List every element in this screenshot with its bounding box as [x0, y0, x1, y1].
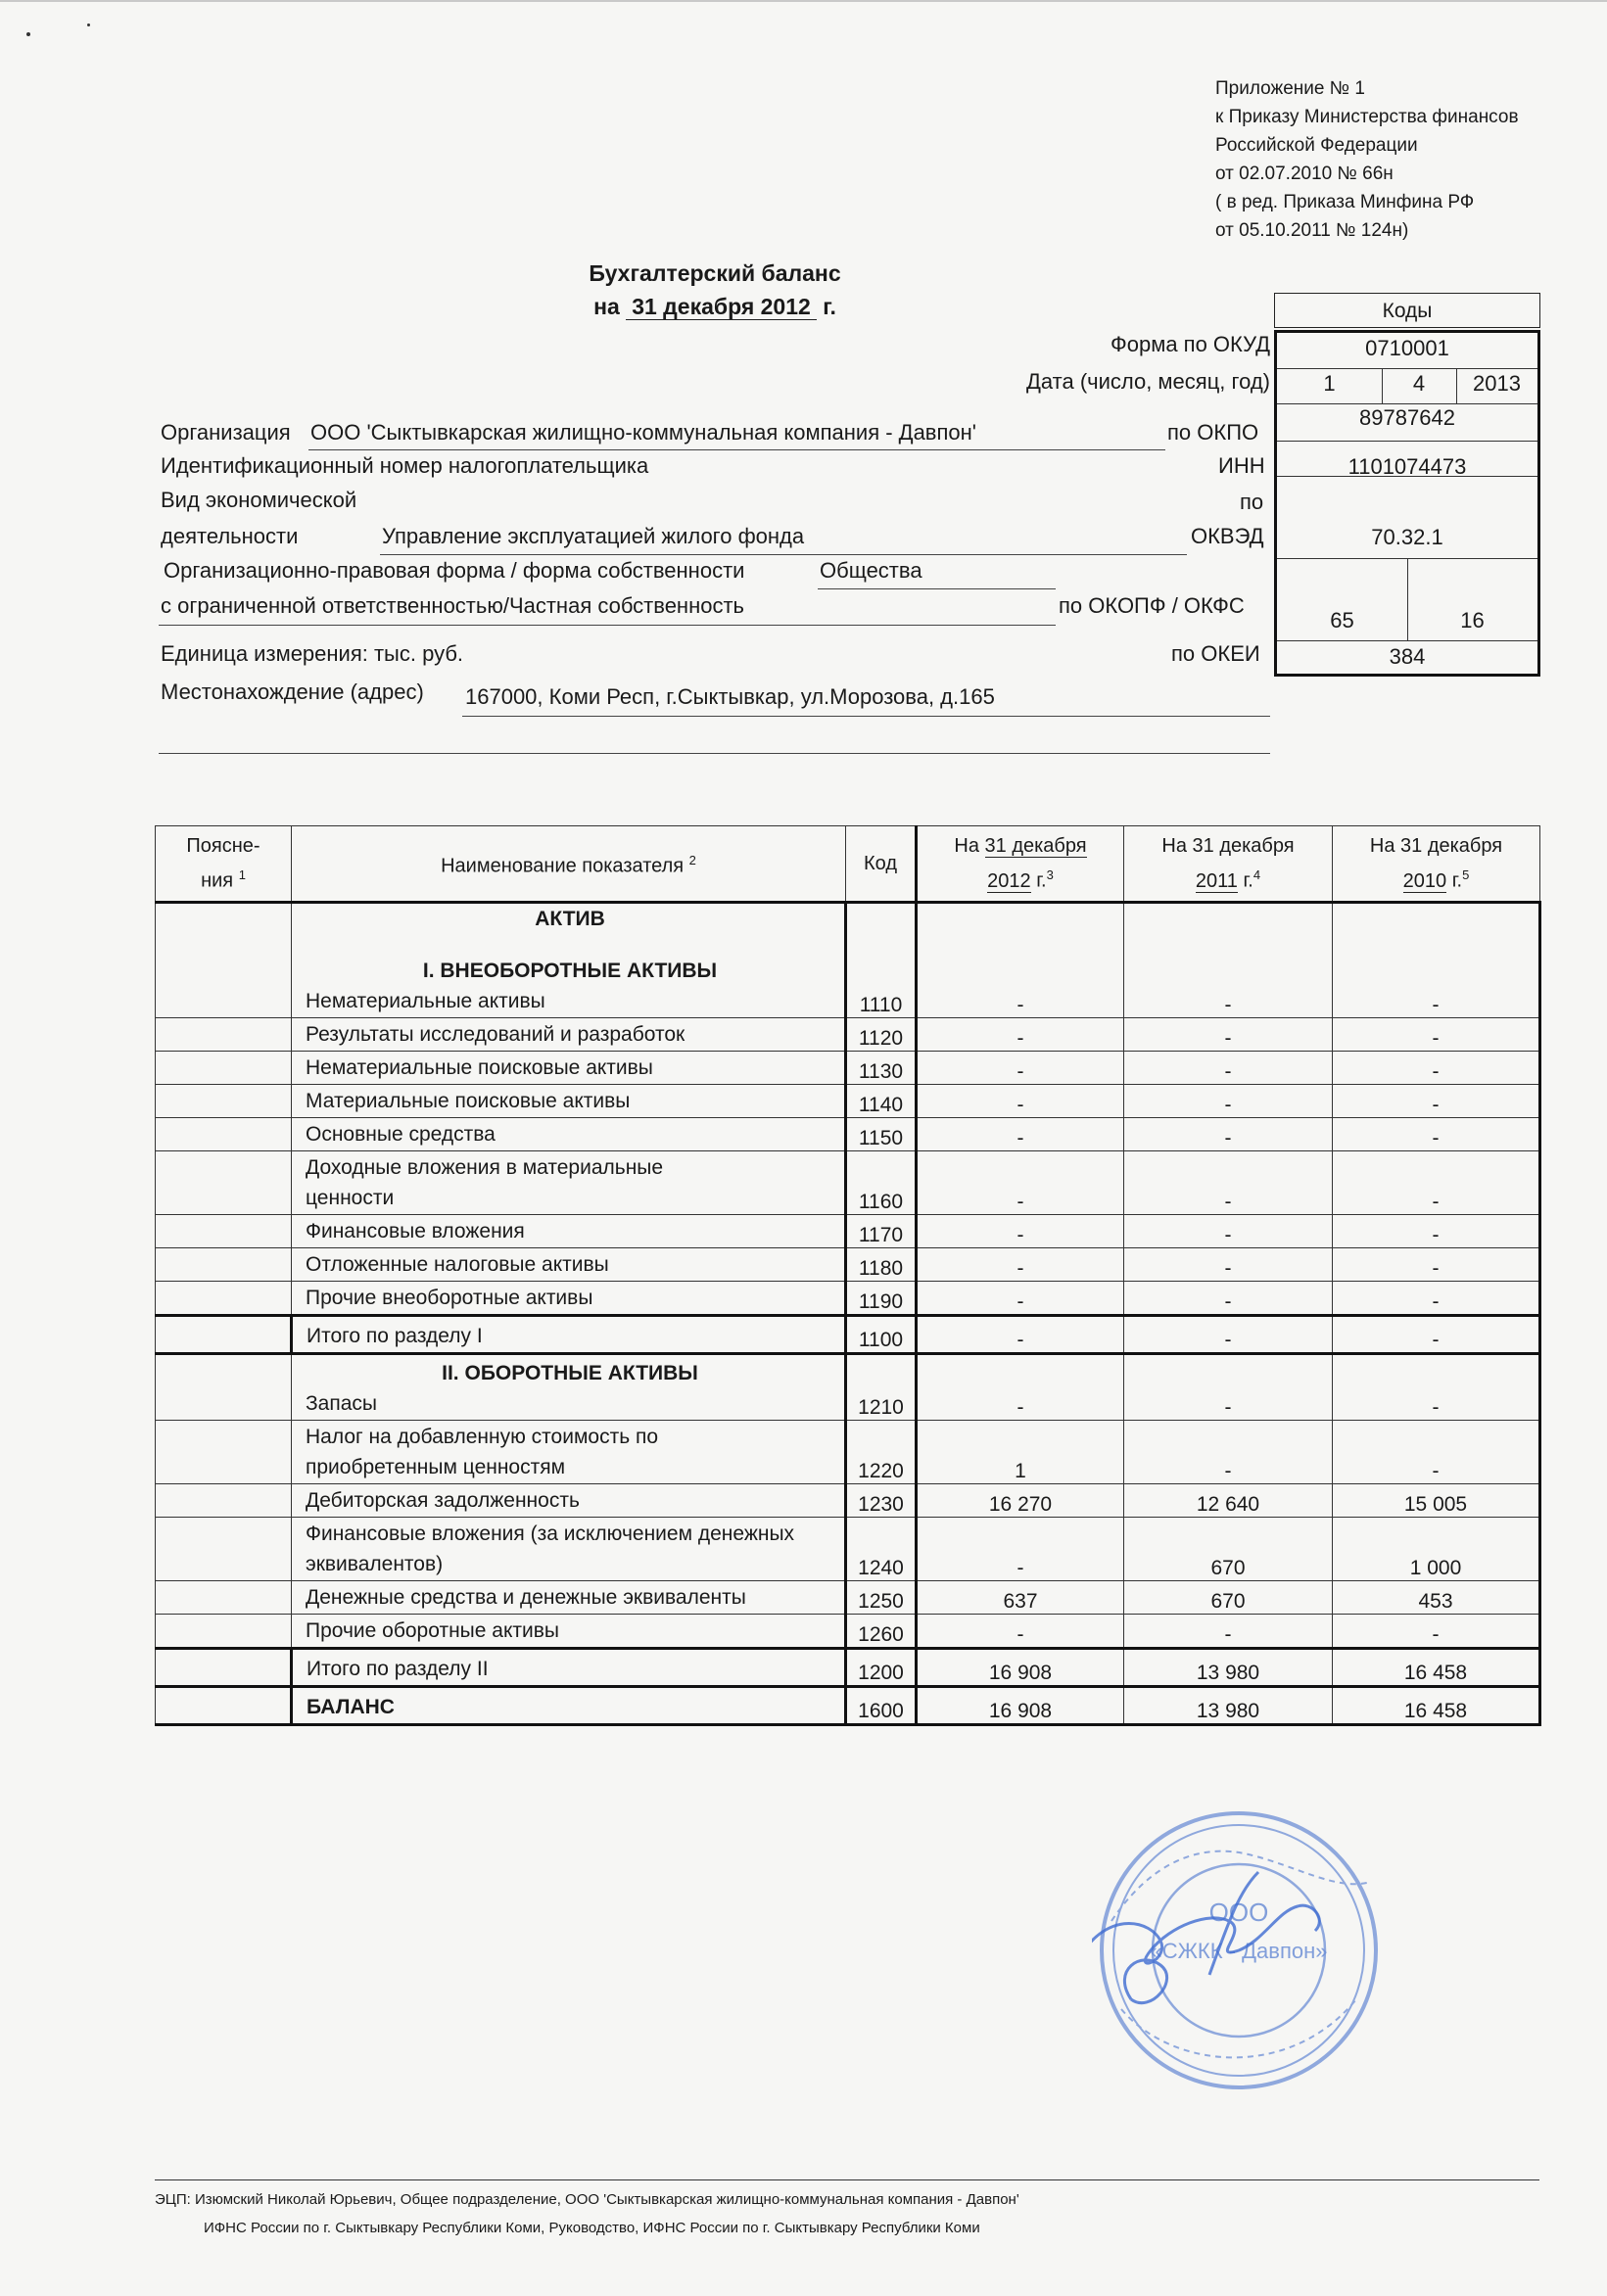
- table-row: [156, 903, 1540, 1018]
- org-label: Организация: [161, 420, 291, 445]
- row-name: Налог на добавленную стоимость по приобретенным ценностям: [292, 1421, 846, 1484]
- row-value-2012: -: [917, 1282, 1124, 1316]
- row-value-2011: -: [1124, 1118, 1333, 1151]
- table-row: [156, 1421, 1540, 1484]
- unit-label: Единица измерения: тыс. руб.: [161, 641, 464, 666]
- row-value-2011: 13 980: [1124, 1649, 1333, 1687]
- table-row-total: [156, 1649, 1540, 1687]
- row-code: 1190: [846, 1282, 917, 1316]
- row-name: Финансовые вложения: [292, 1215, 846, 1248]
- inn-code: 1101074473: [1347, 454, 1467, 479]
- row-name: Итого по разделу I: [292, 1316, 846, 1354]
- stamp-center-text: ООО: [1208, 1898, 1269, 1927]
- row-value-2011: -: [1124, 1215, 1333, 1248]
- stamp-rim-text: [1121, 1999, 1356, 2057]
- codes-divider: [1277, 441, 1537, 442]
- row-code: 1160: [846, 1151, 917, 1215]
- row-value-2012: 16 270: [917, 1484, 1124, 1518]
- header-2011: На 31 декабря 2011 г.$^4$: [1124, 826, 1333, 903]
- row-value-2011: -: [1124, 1421, 1333, 1484]
- row-value-2012: -: [917, 1215, 1124, 1248]
- header-indicator: Наименование показателя $^2$: [292, 826, 846, 903]
- okei-code: 384: [1389, 644, 1426, 669]
- legal-form-value-1: Общества: [820, 558, 922, 583]
- row-value-2011: 670: [1124, 1518, 1333, 1581]
- table-row: [156, 1581, 1540, 1615]
- date-month: 4: [1412, 371, 1426, 396]
- row-name: БАЛАНС: [292, 1687, 846, 1725]
- header-2012: На 31 декабря 2012 г.$^3$: [917, 826, 1124, 903]
- row-value-2010: -: [1333, 1018, 1540, 1052]
- scan-speck: [26, 32, 30, 36]
- title-prefix: на: [593, 294, 620, 319]
- title-date: 31 декабря 2012: [626, 294, 817, 320]
- row-code: 1230: [846, 1484, 917, 1518]
- okved-code: 70.32.1: [1371, 525, 1443, 549]
- legal-form-label: Организационно-правовая форма / форма собственности: [164, 558, 745, 583]
- row-value-2011: 13 980: [1124, 1687, 1333, 1725]
- title-suffix: г.: [823, 294, 836, 319]
- address-underline-2: [159, 753, 1270, 754]
- footer-line-2: ИФНС России по г. Сыктывкару Республики Коми, Руководство, ИФНС России по г. Сыктывкару Республики Коми: [204, 2220, 980, 2236]
- balance-table: [155, 825, 1541, 1726]
- row-value-2012: -: [917, 903, 1124, 1018]
- row-code: 1250: [846, 1581, 917, 1615]
- row-value-2012: 1: [917, 1421, 1124, 1484]
- legal-form-underline-2: [159, 625, 1056, 626]
- inn-long-label: Идентификационный номер налогоплательщика: [161, 453, 649, 478]
- table-row: [156, 1518, 1540, 1581]
- row-name: Прочие внеоборотные активы: [292, 1282, 846, 1316]
- row-value-2010: -: [1333, 1282, 1540, 1316]
- okved-label-2: ОКВЭД: [1191, 524, 1264, 548]
- org-name: ООО 'Сыктывкарская жилищно-коммунальная компания - Давпон': [310, 420, 976, 445]
- okud-code: 0710001: [1365, 336, 1449, 360]
- date-year: 2013: [1473, 371, 1521, 396]
- appendix-line: Российской Федерации: [1215, 135, 1418, 156]
- codes-divider: [1277, 640, 1537, 641]
- address-underline: [462, 716, 1270, 717]
- table-row: [156, 1085, 1540, 1118]
- row-value-2010: -: [1333, 1316, 1540, 1354]
- codes-box: [1274, 330, 1540, 677]
- row-name: Финансовые вложения (за исключением денежных эквивалентов): [292, 1518, 846, 1581]
- row-value-2011: -: [1124, 1018, 1333, 1052]
- table-row: [156, 1248, 1540, 1282]
- table-row: [156, 1118, 1540, 1151]
- row-code: 1130: [846, 1052, 917, 1085]
- row-value-2010: 16 458: [1333, 1687, 1540, 1725]
- footer-line-1: ЭЦП: Изюмский Николай Юрьевич, Общее подразделение, ООО 'Сыктывкарская жилищно-коммунальная компания - Давпон': [155, 2191, 1019, 2208]
- address-label: Местонахождение (адрес): [161, 679, 424, 704]
- row-code: 1150: [846, 1118, 917, 1151]
- header-2010: На 31 декабря 2010 г.$^5$: [1333, 826, 1540, 903]
- appendix-line: ( в ред. Приказа Минфина РФ: [1215, 192, 1475, 212]
- row-value-2012: -: [917, 1052, 1124, 1085]
- org-underline: [308, 449, 1165, 450]
- address-value: 167000, Коми Респ, г.Сыктывкар, ул.Морозова, д.165: [465, 684, 995, 709]
- row-code: 1110: [846, 903, 917, 1018]
- stamp-company-name: «СЖКК - Давпон»: [1150, 1939, 1328, 1963]
- legal-form-value-2: с ограниченной ответственностью/Частная собственность: [161, 593, 744, 618]
- header-notes: Поясне- ния $^1$: [156, 826, 292, 903]
- activity-label-2: деятельности: [161, 524, 299, 548]
- row-value-2012: -: [917, 1518, 1124, 1581]
- table-row: [156, 1282, 1540, 1316]
- row-value-2011: 12 640: [1124, 1484, 1333, 1518]
- row-code: 1600: [846, 1687, 917, 1725]
- row-value-2010: -: [1333, 1421, 1540, 1484]
- title-line-1: Бухгалтерский баланс: [589, 260, 841, 286]
- table-row-total: [156, 1316, 1540, 1354]
- row-code: 1210: [846, 1354, 917, 1421]
- codes-divider: [1277, 403, 1537, 404]
- row-name: Дебиторская задолженность: [292, 1484, 846, 1518]
- row-name: Основные средства: [292, 1118, 846, 1151]
- scan-speck: [87, 23, 90, 26]
- row-name: Результаты исследований и разработок: [292, 1018, 846, 1052]
- row-value-2012: -: [917, 1085, 1124, 1118]
- okpo-label: по ОКПО: [1167, 420, 1259, 445]
- activity-label-1: Вид экономической: [161, 488, 357, 512]
- row-value-2012: -: [917, 1316, 1124, 1354]
- title-line-2: [519, 290, 911, 323]
- row-name: АКТИВ I. ВНЕОБОРОТНЫЕ АКТИВЫ Нематериальные активы: [292, 903, 846, 1018]
- row-name: Доходные вложения в материальные ценности: [292, 1151, 846, 1215]
- okved-label-1: по: [1240, 490, 1264, 514]
- footer-divider: [155, 2179, 1539, 2180]
- activity-value: Управление эксплуатацией жилого фонда: [382, 524, 805, 548]
- table-row: [156, 1151, 1540, 1215]
- row-value-2011: -: [1124, 903, 1333, 1018]
- row-value-2011: -: [1124, 1316, 1333, 1354]
- row-value-2010: -: [1333, 1248, 1540, 1282]
- row-code: 1200: [846, 1649, 917, 1687]
- row-code: 1100: [846, 1316, 917, 1354]
- okfs-code: 16: [1460, 608, 1485, 633]
- header-code: Код: [846, 826, 917, 903]
- okopf-code: 65: [1330, 608, 1354, 633]
- table-row-balance: [156, 1687, 1540, 1725]
- appendix-reference: [1215, 74, 1519, 245]
- row-value-2010: -: [1333, 1085, 1540, 1118]
- codes-divider: [1277, 368, 1537, 369]
- row-value-2012: 16 908: [917, 1687, 1124, 1725]
- row-code: 1220: [846, 1421, 917, 1484]
- row-value-2011: -: [1124, 1354, 1333, 1421]
- okopf-label: по ОКОПФ / ОКФС: [1059, 593, 1245, 618]
- table-row: [156, 1484, 1540, 1518]
- row-value-2010: 16 458: [1333, 1649, 1540, 1687]
- inn-label: ИНН: [1218, 453, 1265, 478]
- appendix-line: к Приказу Министерства финансов: [1215, 107, 1519, 127]
- row-value-2011: -: [1124, 1151, 1333, 1215]
- section-2-title: II. ОБОРОТНЫЕ АКТИВЫ: [442, 1362, 698, 1384]
- row-value-2012: -: [917, 1018, 1124, 1052]
- appendix-line: Приложение № 1: [1215, 78, 1365, 99]
- row-value-2012: -: [917, 1615, 1124, 1649]
- row-value-2010: -: [1333, 1615, 1540, 1649]
- row-name: II. ОБОРОТНЫЕ АКТИВЫ Запасы: [292, 1354, 846, 1421]
- row-value-2010: -: [1333, 1354, 1540, 1421]
- row-value-2011: -: [1124, 1248, 1333, 1282]
- row-value-2011: 670: [1124, 1581, 1333, 1615]
- row-value-2012: -: [917, 1354, 1124, 1421]
- section-1-title: I. ВНЕОБОРОТНЫЕ АКТИВЫ: [422, 960, 718, 982]
- scan-top-edge: [0, 0, 1607, 2]
- row-value-2011: -: [1124, 1052, 1333, 1085]
- okud-label: Форма по ОКУД: [1111, 332, 1270, 356]
- date-day: 1: [1323, 371, 1336, 396]
- table-row: [156, 1615, 1540, 1649]
- row-value-2010: -: [1333, 1052, 1540, 1085]
- row-value-2012: -: [917, 1151, 1124, 1215]
- row-code: 1170: [846, 1215, 917, 1248]
- row-value-2012: -: [917, 1248, 1124, 1282]
- row-code: 1260: [846, 1615, 917, 1649]
- document-title: [519, 257, 911, 323]
- row-name: Материальные поисковые активы: [292, 1085, 846, 1118]
- row-name: Итого по разделу II: [292, 1649, 846, 1687]
- digital-signature-footer: [155, 2185, 1019, 2242]
- okpo-code: 89787642: [1359, 405, 1455, 430]
- row-value-2011: -: [1124, 1615, 1333, 1649]
- row-value-2010: -: [1333, 1151, 1540, 1215]
- okei-label: по ОКЕИ: [1171, 641, 1260, 666]
- table-row: [156, 1215, 1540, 1248]
- row-value-2011: -: [1124, 1282, 1333, 1316]
- row-value-2010: 453: [1333, 1581, 1540, 1615]
- row-name: Отложенные налоговые активы: [292, 1248, 846, 1282]
- table-header-row: [156, 826, 1540, 903]
- row-name: Прочие оборотные активы: [292, 1615, 846, 1649]
- company-stamp: [1092, 1804, 1386, 2097]
- row-value-2010: -: [1333, 903, 1540, 1018]
- legal-form-underline-1: [818, 588, 1056, 589]
- row-value-2010: 1 000: [1333, 1518, 1540, 1581]
- row-value-2010: -: [1333, 1118, 1540, 1151]
- row-name: Нематериальные поисковые активы: [292, 1052, 846, 1085]
- row-value-2010: 15 005: [1333, 1484, 1540, 1518]
- codes-header: Коды: [1274, 293, 1540, 328]
- date-label: Дата (число, месяц, год): [1025, 369, 1270, 394]
- row-value-2012: 16 908: [917, 1649, 1124, 1687]
- row-value-2010: -: [1333, 1215, 1540, 1248]
- activity-underline: [380, 554, 1187, 555]
- appendix-line: от 02.07.2010 № 66н: [1215, 164, 1394, 184]
- row-code: 1140: [846, 1085, 917, 1118]
- row-value-2012: 637: [917, 1581, 1124, 1615]
- row-name: Денежные средства и денежные эквиваленты: [292, 1581, 846, 1615]
- row-code: 1180: [846, 1248, 917, 1282]
- signature-scribble: [1092, 1872, 1319, 2003]
- row-value-2012: -: [917, 1118, 1124, 1151]
- table-row: [156, 1018, 1540, 1052]
- row-code: 1120: [846, 1018, 917, 1052]
- table-row: [156, 1354, 1540, 1421]
- row-code: 1240: [846, 1518, 917, 1581]
- section-aktiv: АКТИВ: [535, 908, 605, 930]
- table-row: [156, 1052, 1540, 1085]
- appendix-line: от 05.10.2011 № 124н): [1215, 220, 1409, 241]
- row-value-2011: -: [1124, 1085, 1333, 1118]
